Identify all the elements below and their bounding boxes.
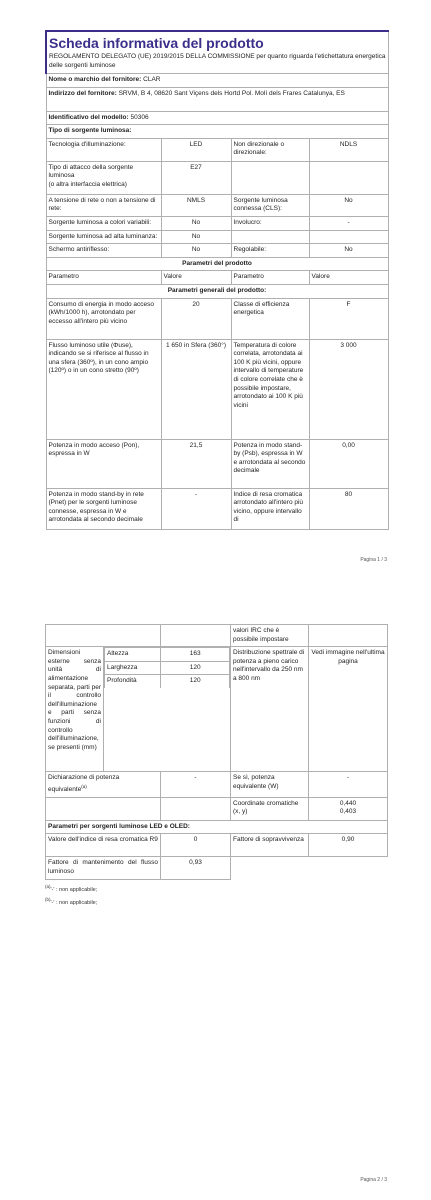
page-1: [0, 0, 431, 590]
survival-value: 0,90: [309, 834, 388, 857]
lst-value: E27: [161, 161, 231, 194]
dim-value: 120: [161, 661, 230, 675]
dim-label: Profondità: [105, 675, 161, 688]
lst-label: Involucro:: [231, 216, 309, 230]
lst-label: Sorgente luminosa a colori variabili:: [46, 216, 161, 230]
r9-value: 0: [161, 834, 231, 857]
product-info-table: [45, 30, 389, 530]
param-label: Consumo di energia in modo acceso (kWh/1000 h), arrotondato per eccesso all'intero più vicino: [46, 298, 161, 339]
page-number: Pagina 1 / 3: [360, 557, 387, 563]
dimensions-table: [104, 647, 230, 688]
param-label: Potenza in modo stand-by (Psb), espressa in W e arrotondata al secondo decimale: [231, 439, 309, 488]
chroma-x: 0,440: [339, 799, 357, 807]
col-value-header: Valore: [309, 271, 388, 285]
equiv-value: -: [161, 772, 231, 797]
page-number: Pagina 2 / 3: [360, 1177, 387, 1183]
equiv-label-cell: Dichiarazione di potenza equivalente$^{(a)}$: [46, 772, 161, 797]
lst-value: NMLS: [161, 194, 231, 216]
equiv-power-value: -: [309, 772, 388, 797]
general-params-heading: Parametri generali del prodotto:: [46, 284, 388, 298]
param-value: 3 000: [309, 339, 388, 439]
param-value: 20: [161, 298, 231, 339]
supplier-address-row: Indirizzo del fornitore: SRVM, B 4, 08620 Sant Viçens dels Hortd Pol. Molí dels Frares Catalunya, ES: [46, 87, 388, 111]
supplier-name-row: Nome o marchio del fornitore: CLAR: [46, 74, 388, 88]
col-param-header: Parametro: [231, 271, 309, 285]
lst-label: Sorgente luminosa ad alta luminanza:: [46, 230, 161, 244]
chroma-values: [309, 797, 388, 820]
lst-value: [309, 161, 388, 194]
lst-label: Regolabile:: [231, 244, 309, 258]
led-params-heading: Parametri per sorgenti luminose LED e OLED:: [46, 820, 388, 834]
lst-value: NDLS: [309, 138, 388, 161]
param-value: F: [309, 298, 388, 339]
param-value: 21,5: [161, 439, 231, 488]
param-label: Potenza in modo stand-by in rete (Pnet) per le sorgenti luminose connesse, espressa in W e arrotondata al secondo decimale: [46, 488, 161, 529]
lst-label: [231, 161, 309, 194]
param-label: Potenza in modo acceso (Pon), espressa in W: [46, 439, 161, 488]
model-identifier: 50306: [130, 113, 149, 121]
lst-value: No: [161, 244, 231, 258]
lst-value: No: [161, 230, 231, 244]
light-source-type-heading: Tipo di sorgente luminosa:: [46, 125, 388, 139]
lst-value: LED: [161, 138, 231, 161]
footnote-a: $^{(a)}$'-' : non applicabile;: [45, 884, 98, 893]
dim-value: 120: [161, 675, 230, 688]
col-value-header: Valore: [161, 271, 231, 285]
spd-value: Vedi immagine nell'ultima pagina: [309, 647, 388, 772]
param-label: Temperatura di colore correlata, arrotondata ai 100 K più vicini, oppure intervallo di temperature di colore correlate che è possibile impostare, arrotondato ai 100 K più vicini: [231, 339, 309, 439]
maintenance-label: Fattore di mantenimento del flusso luminoso: [46, 857, 161, 880]
lst-label: A tensione di rete o non a tensione di rete:: [46, 194, 161, 216]
lst-label: Tipo di attacco della sorgente luminosa (o altra interfaccia elettrica): [46, 161, 161, 194]
col-param-header: Parametro: [46, 271, 161, 285]
r9-label: Valore dell'indice di resa cromatica R9: [46, 834, 161, 857]
supplier-name: CLAR: [143, 76, 161, 83]
chroma-label: Coordinate cromatiche (x, y): [231, 797, 309, 820]
equiv-power-label: Se sì, potenza equivalente (W): [231, 772, 309, 797]
page-title: Scheda informativa del prodotto: [49, 35, 264, 51]
lst-label: [231, 230, 309, 244]
lst-value: [309, 230, 388, 244]
param-label: Classe di efficienza energetica: [231, 298, 309, 339]
param-value: -: [161, 488, 231, 529]
regulation-text: REGOLAMENTO DELEGATO (UE) 2019/2015 DELLA COMMISSIONE per quanto riguarda l'etichettatura energetica delle sorgenti luminose: [49, 53, 386, 69]
param-value: 1 650 in Sfera (360°): [161, 339, 231, 439]
dim-label: Larghezza: [105, 661, 161, 675]
page-2: [0, 590, 431, 1200]
dim-value: 163: [161, 648, 230, 662]
lst-value: No: [309, 194, 388, 216]
supplier-address: SRVM, B 4, 08620 Sant Viçens dels Hortd Pol. Molí dels Frares Catalunya, ES: [118, 89, 345, 97]
lst-value: -: [309, 216, 388, 230]
spd-label: Distribuzione spettrale di potenza a pieno carico nell'intervallo da 250 nm a 800 nm: [231, 647, 309, 772]
model-row: Identificativo del modello: 50306: [46, 111, 388, 125]
param-value: 80: [309, 488, 388, 529]
param-label: Flusso luminoso utile (Φuse), indicando se si riferisce al flusso in una sfera (360º), in un cono ampio (120º) o in un cono stretto (90º): [46, 339, 161, 439]
cri-continued: valori IRC che è possibile impostare: [231, 625, 309, 647]
lst-label: Non direzionale o direzionale:: [231, 138, 309, 161]
lst-label: Tecnologia d'illuminazione:: [46, 138, 161, 161]
footnote-b: $^{(b)}$'-' : non applicabile;: [45, 896, 98, 906]
lst-label: Sorgente luminosa connessa (CLS):: [231, 194, 309, 216]
survival-label: Fattore di sopravvivenza: [231, 834, 309, 857]
lst-value: No: [161, 216, 231, 230]
chroma-y: 0,403: [339, 808, 357, 816]
lst-value: No: [309, 244, 388, 258]
lst-label: Schermo antiriflesso:: [46, 244, 161, 258]
product-params-heading: Parametri del prodotto: [46, 257, 388, 271]
dim-label: Altezza: [105, 648, 161, 662]
maintenance-value: 0,93: [161, 857, 231, 880]
param-value: 0,00: [309, 439, 388, 488]
dimensions-label: Dimensioni esterne senza unità di alimentazione separata, parti per il controllo dell'illuminazione e parti senza funzioni di controllo dell'illuminazione, se presenti (mm): [46, 647, 104, 772]
param-label: Indice di resa cromatica arrotondato all'intero più vicino, oppure intervallo di: [231, 488, 309, 529]
product-info-table-continued: [45, 624, 388, 880]
